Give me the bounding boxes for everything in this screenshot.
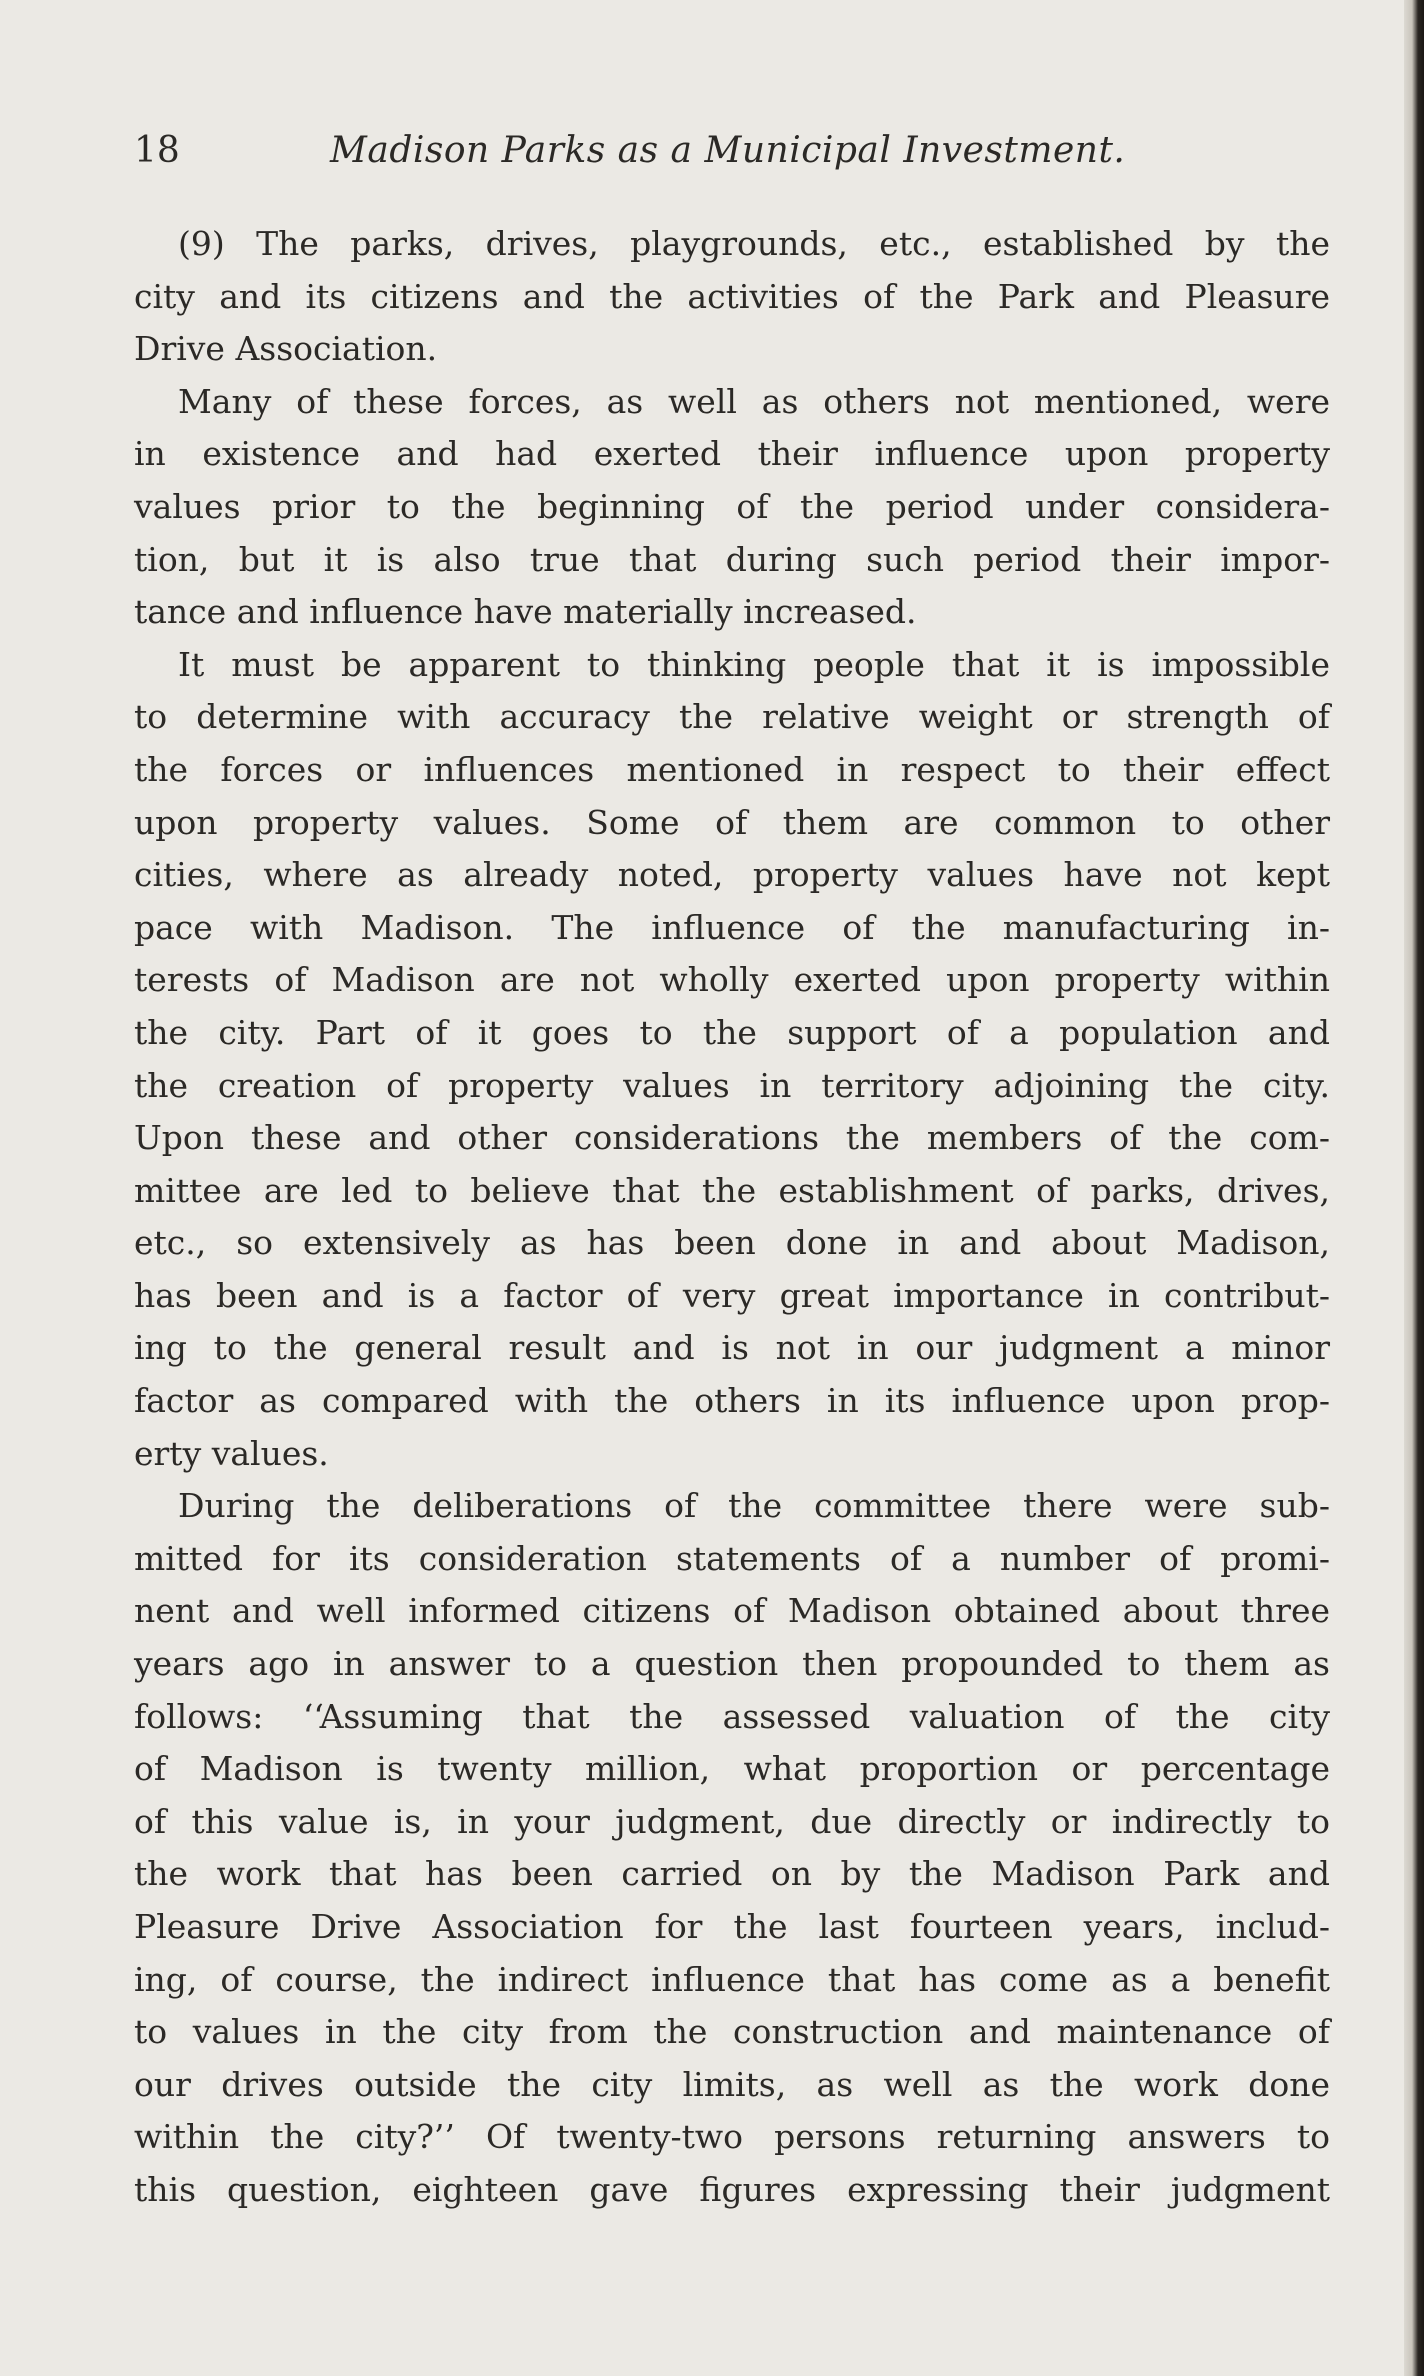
text-line: tion, but it is also true that during such period their impor- <box>134 539 1330 579</box>
text-line: nent and well informed citizens of Madison obtained about three <box>134 1591 1330 1631</box>
text-line: in existence and had exerted their influence upon property <box>134 434 1330 474</box>
text-line: years ago in answer to a question then propounded to them as <box>134 1644 1330 1684</box>
paragraph-2 <box>134 376 1330 639</box>
text-line: terests of Madison are not wholly exerted upon property within <box>134 960 1330 1000</box>
running-title: Madison Parks as a Municipal Investment. <box>330 130 1126 171</box>
page-number: 18 <box>134 130 180 171</box>
text-line: the work that has been carried on by the Madison Park and <box>134 1854 1330 1894</box>
text-line: city and its citizens and the activities of the Park and Pleasure <box>134 276 1330 316</box>
text-line: the creation of property values in territory adjoining the city. <box>134 1065 1330 1105</box>
text-line: It must be apparent to thinking people that it is impossible <box>178 644 1330 684</box>
text-line: of Madison is twenty million, what proportion or percentage <box>134 1749 1330 1789</box>
body-text <box>134 218 1330 2217</box>
text-line: ing to the general result and is not in our judgment a minor <box>134 1328 1330 1368</box>
text-line: to values in the city from the construction and maintenance of <box>134 2012 1330 2052</box>
text-line: our drives outside the city limits, as well as the work done <box>134 2064 1330 2104</box>
running-header <box>134 130 1144 180</box>
text-line: follows: ‘‘Assuming that the assessed valuation of the city <box>134 1696 1330 1736</box>
paragraph-1 <box>134 218 1330 376</box>
text-line: tance and influence have materially increased. <box>134 592 917 632</box>
text-line: etc., so extensively as has been done in and about Madison, <box>134 1223 1330 1263</box>
text-line: Upon these and other considerations the members of the com- <box>134 1118 1330 1158</box>
text-line: cities, where as already noted, property values have not kept <box>134 855 1330 895</box>
text-line: Drive Association. <box>134 329 438 369</box>
paragraph-4 <box>134 1480 1330 2216</box>
text-line: mittee are led to believe that the establishment of parks, drives, <box>134 1170 1330 1210</box>
page-edge-shadow <box>1404 0 1424 2376</box>
text-line: pace with Madison. The influence of the manufacturing in- <box>134 907 1330 947</box>
text-line: values prior to the beginning of the period under considera- <box>134 486 1330 526</box>
text-line: this question, eighteen gave figures expressing their judgment <box>134 2169 1330 2209</box>
paragraph-3 <box>134 639 1330 1481</box>
text-line: to determine with accuracy the relative weight or strength of <box>134 697 1330 737</box>
text-line: ing, of course, the indirect influence that has come as a benefit <box>134 1959 1330 1999</box>
text-line: erty values. <box>134 1433 329 1473</box>
text-line: mitted for its consideration statements of a number of promi- <box>134 1538 1330 1578</box>
text-line: of this value is, in your judgment, due directly or indirectly to <box>134 1801 1330 1841</box>
text-line: During the deliberations of the committee there were sub- <box>178 1486 1330 1526</box>
text-line: factor as compared with the others in its influence upon prop- <box>134 1381 1330 1421</box>
text-line: has been and is a factor of very great importance in contribut- <box>134 1275 1330 1315</box>
text-line: Many of these forces, as well as others not mentioned, were <box>178 381 1330 421</box>
text-line: the forces or influences mentioned in respect to their effect <box>134 749 1330 789</box>
text-line: within the city?’’ Of twenty-two persons returning answers to <box>134 2117 1330 2157</box>
text-line: (9) The parks, drives, playgrounds, etc., established by the <box>178 224 1330 263</box>
text-line: the city. Part of it goes to the support of a population and <box>134 1012 1330 1052</box>
text-line: upon property values. Some of them are common to other <box>134 802 1330 842</box>
text-line: Pleasure Drive Association for the last fourteen years, includ- <box>134 1907 1330 1946</box>
